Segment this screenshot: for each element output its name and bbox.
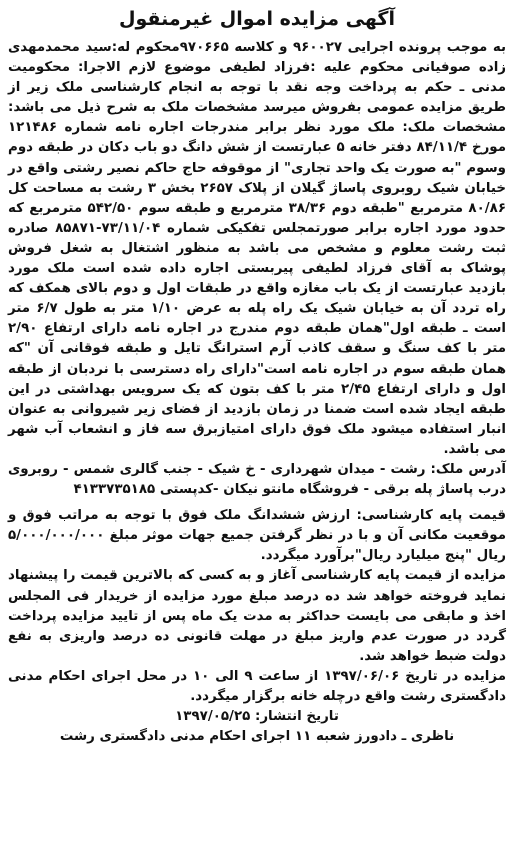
property-address-paragraph: آدرس ملک: رشت - میدان شهرداری - خ شیک - جنب گالری شمس - روبروی درب پاساژ پله برقی - فروشگاه مانتو نیکان -کدپستی ۴۱۳۳۷۳۵۱۸۵ bbox=[8, 461, 506, 498]
case-details-paragraph: به موجب پرونده اجرایی ۹۶۰۰۲۷ و کلاسه ۹۷۰۶۶۵محکوم له:سید محمدمهدی زاده صوفیانی محکوم علیه :فرزاد لطیفی موضوع لازم الاجرا: محکومیت مدنی ـ حکم به پرداخت وجه نقد با توجه به انجام کارشناسی ملک زیر از طریق مزایده عمومی بفروش میرسد مشخصات ملک به شرح ذیل می باشد: مشخصات ملک: ملک مورد نظر برابر مندرجات اجاره نامه شماره ۱۲۱۴۸۶ مورخ ۸۴/۱۱/۴ دفتر خانه ۵ عبارتست از شش دانگ دو باب دکان در طبقه دوم وسوم "به صورت یک واحد تجاری" از موقوفه حاج حاکم نصیر رشتی واقع در خیابان شیک روبروی پاساژ گیلان از پلاک ۲۶۵۷ بخش ۳ رشت به مساحت کل ۸۰/۸۶ مترمربع "طبقه دوم ۳۸/۳۶ مترمربع و طبقه سوم ۵۴۲/۵۰ مترمربع که حدود مورد اجاره برابر صورتمجلس تفکیکی شماره ۷۳/۱۱/۰۴-۸۵۸۷۱ صادره ثبت رشت معلوم و مشخص می باشد به منظور اشتغال به شغل فروش پوشاک به آقای فرزاد لطیفی پیربستی اجاره داده شده است ملک مورد بازدید عبارتست از یک باب مغازه واقع در طبقات اول و دوم بالای همکف که راه تردد آن به خیابان شیک یک راه پله به عرض ۱/۱۰ متر به طول ۶/۷ متر است ـ طبقه اول"همان طبقه دوم مندرج در اجاره نامه دارای ارتفاع ۲/۹۰ متر با کف سنگ و سقف کاذب آرم استرانگ تایل و طبقه فوقانی آن "که همان طبقه سوم در اجاره نامه است"دارای راه دسترسی با نردبان از طبقه اول و دارای ارتفاع ۲/۴۵ متر با کف بتون که یک سرویس بهداشتی در این طبقه ایجاد شده است ضمنا در زمان بازدید از فضای زیر شیروانی به عنوان انبار استفاده میشود ملک فوق دارای امتیازبرق سه فاز و انشعاب آب شهر می باشد. bbox=[8, 40, 507, 457]
base-price-paragraph: قیمت پایه کارشناسی: ارزش ششدانگ ملک فوق با توجه به مراتب فوق و موقعیت مکانی آن و با در نظر گرفتن جمیع جهات موثر مبلغ ۵/۰۰۰/۰۰۰/۰۰۰ ریال "پنج میلیارد ریال"برآورد میگردد. bbox=[8, 508, 506, 564]
auction-date-paragraph: مزایده در تاریخ ۱۳۹۷/۰۶/۰۶ از ساعت ۹ الی ۱۰ در محل اجرای احکام مدنی دادگستری رشت واقع درچله خانه برگزار میگردد. bbox=[8, 668, 506, 704]
auction-terms-paragraph: مزایده از قیمت پایه کارشناسی آغاز و به کسی که بالاترین قیمت را پیشنهاد نماید فروخته خواهد شد ده درصد مبلغ مورد مزایده از خریدار فی المجلس اخذ و مابقی می بایست حداکثر به مدت یک ماه پس از تایید مزایده پرداخت گردد در صورت عدم واریز مبلغ در مهلت قانونی ده درصد واریزی به نفع دولت ضبط خواهد شد. bbox=[8, 568, 506, 664]
notice-title: آگهی مزایده اموال غیرمنقول bbox=[119, 8, 395, 30]
signature-line: ناظری ـ دادورز شعبه ۱۱ اجرای احکام مدنی دادگستری رشت bbox=[59, 729, 455, 745]
publish-date: تاریخ انتشار: ۱۳۹۷/۰۵/۲۵ bbox=[175, 709, 339, 725]
